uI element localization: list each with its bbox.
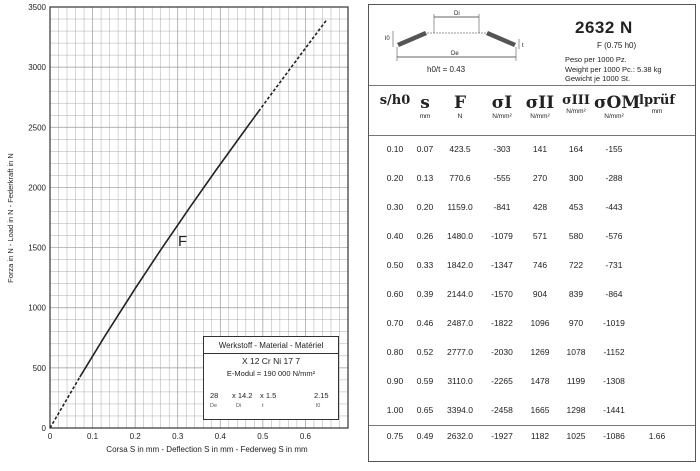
weight-line-it: Peso per 1000 Pz.	[565, 55, 627, 64]
summary-cell: -1927	[491, 431, 513, 441]
dim-de: 28	[210, 391, 219, 400]
header-symbol: F	[453, 93, 467, 113]
material-grade: X 12 Cr Ni 17 7	[241, 356, 301, 366]
table-cell: 0.20	[386, 173, 404, 183]
nominal-force: 2632 N	[575, 18, 633, 37]
table-cell: 270	[532, 173, 548, 183]
curve-segment-end	[259, 20, 327, 112]
header-symbol: σI	[491, 93, 513, 113]
table-cell: 3110.0	[447, 376, 473, 386]
table-cell: -2458	[491, 405, 513, 415]
curve-segment-start	[50, 377, 80, 428]
table-cell: -1019	[603, 318, 625, 328]
disc-spring-section-icon	[379, 9, 529, 69]
table-cell: -841	[493, 202, 511, 212]
x-tick-label: 0.5	[257, 432, 269, 441]
table-cell: -1822	[491, 318, 513, 328]
header-symbol: σOM	[594, 93, 641, 113]
header-unit: mm	[651, 108, 663, 115]
table-cell: -576	[605, 231, 623, 241]
header-unit: N/mm²	[530, 113, 550, 120]
table-cell: 453	[568, 202, 584, 212]
weight-info	[565, 55, 662, 84]
table-cell: 300	[568, 173, 584, 183]
table-cell: 0.10	[386, 144, 404, 154]
table-cell: 722	[568, 260, 584, 270]
table-cell: 0.20	[416, 202, 434, 212]
header-cell	[556, 93, 596, 115]
label-l0: l0	[385, 36, 390, 42]
table-cell: 0.65	[416, 405, 434, 415]
table-cell: 0.60	[386, 289, 404, 299]
table-cell: -155	[605, 144, 623, 154]
header-cell	[637, 93, 677, 115]
table-cell: -1308	[603, 376, 625, 386]
table-body	[369, 136, 695, 426]
header-cell	[520, 93, 560, 120]
dim-t: x 1.5	[260, 391, 277, 400]
table-cell: 2777.0	[447, 347, 473, 357]
spec-panel	[368, 4, 696, 462]
header-cell	[594, 93, 641, 120]
x-tick-label: 0.1	[87, 432, 99, 441]
table-cell: 0.39	[416, 289, 434, 299]
label-de: De	[451, 51, 459, 57]
header-unit: N/mm²	[492, 113, 512, 120]
y-tick-label: 3000	[28, 63, 46, 73]
summary-cell: 1182	[530, 431, 550, 441]
y-tick-label: 2000	[28, 183, 46, 193]
table-header	[369, 89, 695, 136]
table-cell: 571	[532, 231, 548, 241]
header-symbol: σII	[525, 93, 555, 113]
header-cell	[482, 93, 522, 120]
table-cell: -303	[493, 144, 511, 154]
table-cell: 1842.0	[447, 260, 473, 270]
table-cell: 839	[568, 289, 584, 299]
table-cell: 2487.0	[447, 318, 473, 328]
y-tick-label: 1500	[28, 243, 46, 253]
y-tick-label: 3500	[28, 3, 46, 12]
summary-cell: 0.75	[386, 431, 404, 441]
label-di: Di	[454, 11, 460, 17]
table-cell: 428	[532, 202, 548, 212]
table-cell: -1441	[603, 405, 625, 415]
table-cell: 164	[568, 144, 584, 154]
table-cell: 1269	[530, 347, 550, 357]
dim-l0: 2.15	[314, 391, 329, 400]
table-cell: 746	[532, 260, 548, 270]
dim-label-di: Di	[236, 403, 242, 409]
weight-line-en: Weight per 1000 Pc.: 5.38 kg	[565, 64, 662, 74]
header-cell	[440, 93, 480, 120]
material-box	[203, 336, 339, 420]
header-symbol: lprüf	[639, 93, 675, 108]
table-cell: 0.70	[386, 318, 404, 328]
table-cell: 0.80	[386, 347, 404, 357]
x-tick-label: 0	[47, 432, 53, 441]
table-cell: 0.90	[386, 376, 404, 386]
material-title: Werkstoff - Material - Matériel	[218, 341, 324, 350]
table-cell: 0.07	[416, 144, 434, 154]
table-cell: -1079	[491, 231, 513, 241]
summary-cell: 1025	[566, 431, 586, 441]
y-tick-label: 500	[32, 363, 46, 373]
table-cell: 904	[532, 289, 548, 299]
y-tick-label: 0	[41, 424, 46, 433]
table-cell: -864	[605, 289, 623, 299]
table-cell: 423.5	[449, 144, 471, 154]
dim-label-t: t	[262, 403, 264, 409]
table-cell: 3394.0	[447, 405, 473, 415]
header-unit: N/mm²	[604, 113, 624, 120]
table-cell: 770.6	[449, 173, 471, 183]
table-cell: 1480.0	[447, 231, 473, 241]
y-tick-label: 1000	[28, 303, 46, 313]
summary-divider	[369, 425, 695, 426]
table-cell: 0.13	[416, 173, 434, 183]
table-cell: 0.40	[386, 231, 404, 241]
y-axis-label: Forza in N - Load in N - Federkraft in N	[6, 153, 15, 283]
dim-label-l0: l0	[316, 403, 321, 409]
weight-line-de: Gewicht je 1000 St.	[565, 74, 631, 83]
header-unit: N/mm²	[566, 108, 586, 115]
summary-cell: 1.66	[648, 431, 666, 441]
curve-label: F	[178, 233, 188, 250]
table-cell: 0.33	[416, 260, 434, 270]
table-cell: 1.00	[386, 405, 404, 415]
table-cell: 1096	[530, 318, 550, 328]
table-cell: 1199	[566, 376, 586, 386]
table-cell: -1347	[491, 260, 513, 270]
table-cell: -288	[605, 173, 623, 183]
table-cell: 141	[532, 144, 548, 154]
x-tick-label: 0.6	[299, 432, 311, 441]
h0-t-ratio: h0/t = 0.43	[427, 65, 466, 74]
table-cell: 1298	[566, 405, 586, 415]
table-cell: 970	[568, 318, 584, 328]
table-cell: 1478	[530, 376, 550, 386]
table-cell: 2144.0	[447, 289, 473, 299]
table-cell: 0.46	[416, 318, 434, 328]
header-symbol: s	[420, 93, 430, 113]
summary-cell: -1086	[603, 431, 625, 441]
table-cell: 0.30	[386, 202, 404, 212]
spec-header	[369, 5, 695, 86]
material-modulus: E-Modul = 190 000 N/mm²	[226, 369, 316, 378]
nominal-force-condition: F (0.75 h0)	[597, 41, 637, 50]
x-tick-label: 0.4	[214, 432, 226, 441]
table-cell: -443	[605, 202, 623, 212]
table-cell: 1159.0	[447, 202, 473, 212]
table-cell: -1570	[491, 289, 513, 299]
header-unit: mm	[419, 113, 431, 120]
table-cell: 1665	[530, 405, 550, 415]
table-cell: -2265	[491, 376, 513, 386]
header-cell	[405, 93, 445, 120]
table-cell: 0.59	[416, 376, 434, 386]
label-t: t	[522, 43, 524, 49]
table-cell: -555	[493, 173, 511, 183]
values-table	[369, 89, 695, 441]
x-axis-label: Corsa S in mm - Deflection S in mm - Federweg S in mm	[106, 445, 308, 454]
y-tick-label: 2500	[28, 123, 46, 133]
summary-cell: 2632.0	[447, 431, 473, 441]
summary-cell: 0.49	[416, 431, 434, 441]
table-cell: -2030	[491, 347, 513, 357]
table-cell: -731	[605, 260, 623, 270]
header-unit: N	[457, 113, 463, 120]
dim-label-de: De	[210, 403, 218, 409]
table-cell: 0.26	[416, 231, 434, 241]
header-symbol: s/h0	[379, 93, 411, 108]
header-symbol: σIII	[562, 93, 590, 108]
x-tick-label: 0.2	[129, 432, 141, 441]
table-cell: 580	[568, 231, 584, 241]
summary-row	[369, 427, 695, 457]
table-cell: -1152	[603, 347, 625, 357]
dim-di: x 14.2	[232, 391, 253, 400]
x-tick-label: 0.3	[172, 432, 184, 441]
table-cell: 0.50	[386, 260, 404, 270]
table-cell: 1078	[566, 347, 586, 357]
table-cell: 0.52	[416, 347, 434, 357]
